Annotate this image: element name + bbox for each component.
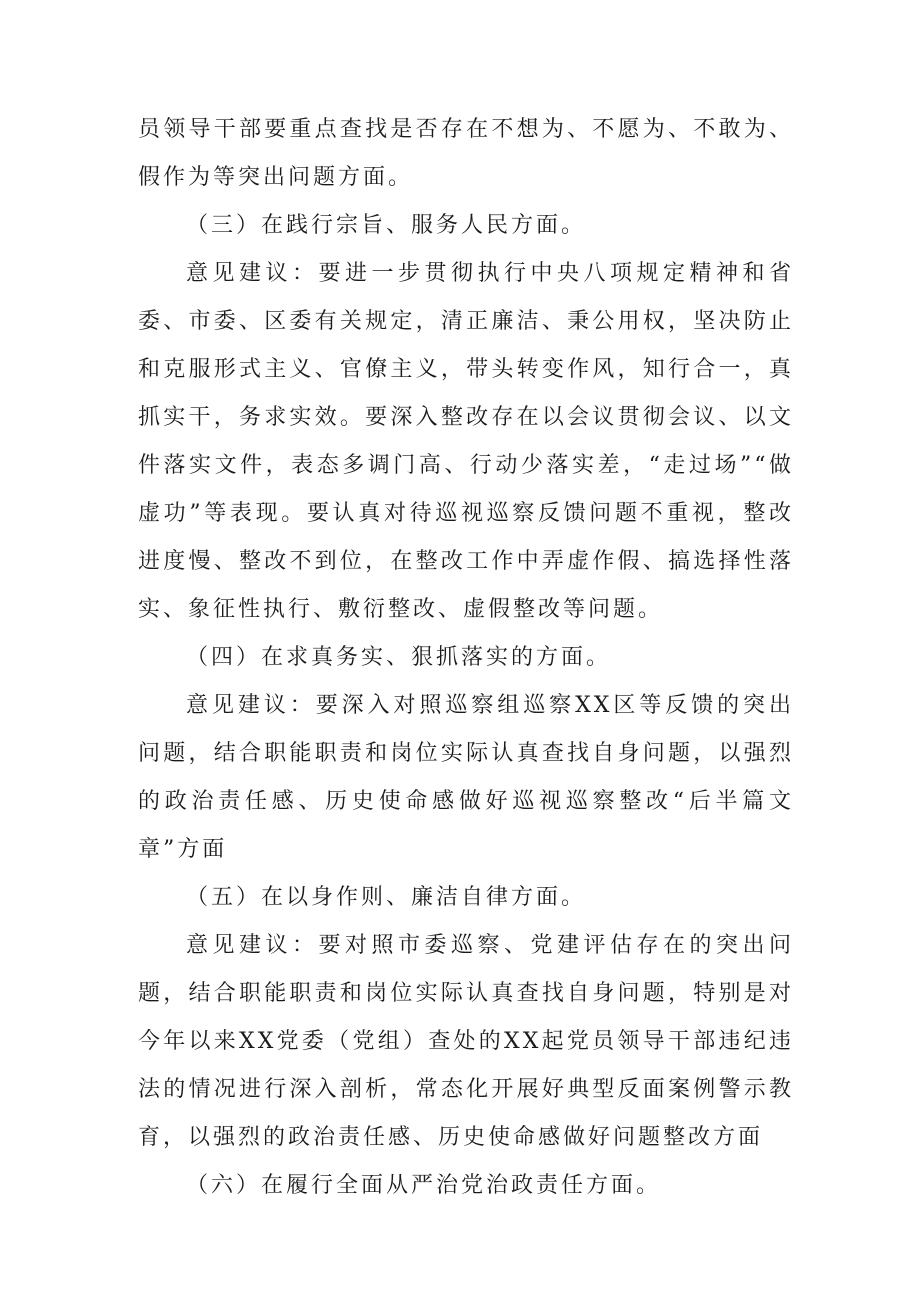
paragraph-suggestion-5: 意见建议：要对照市委巡察、党建评估存在的突出问题，结合职能职责和岗位实际认真查找自身问题，特别是对今年以来XX党委（党组）查处的XX起党员领导干部违纪违法的情况进行深入剖析，常态化开展好典型反面案例警示教育，以强烈的政治责任感、历史使命感做好问题整改方面 <box>138 933 794 1150</box>
section-heading-5: （五）在以身作则、廉洁自律方面。 <box>186 885 587 910</box>
paragraph-continuation: 员领导干部要重点查找是否存在不想为、不愿为、不敢为、假作为等突出问题方面。 <box>138 117 794 190</box>
section-heading-6: （六）在履行全面从严治党治政责任方面。 <box>186 1173 662 1198</box>
document-body <box>138 106 794 1210</box>
section-heading-3: （三）在践行宗旨、服务人民方面。 <box>186 213 587 238</box>
paragraph-suggestion-3: 意见建议：要进一步贯彻执行中央八项规定精神和省委、市委、区委有关规定，清正廉洁、秉公用权，坚决防止和克服形式主义、官僚主义，带头转变作风，知行合一，真抓实干，务求实效。要深入整改存在以会议贯彻会议、以文件落实文件，表态多调门高、行动少落实差，“走过场”“做虚功”等表现。要认真对待巡视巡察反馈问题不重视，整改进度慢、整改不到位，在整改工作中弄虚作假、搞选择性落实、象征性执行、敷衍整改、虚假整改等问题。 <box>138 261 794 622</box>
paragraph-suggestion-4: 意见建议：要深入对照巡察组巡察XX区等反馈的突出问题，结合职能职责和岗位实际认真查找自身问题，以强烈的政治责任感、历史使命感做好巡视巡察整改“后半篇文章”方面 <box>138 693 794 862</box>
section-heading-4: （四）在求真务实、狠抓落实的方面。 <box>186 645 612 670</box>
